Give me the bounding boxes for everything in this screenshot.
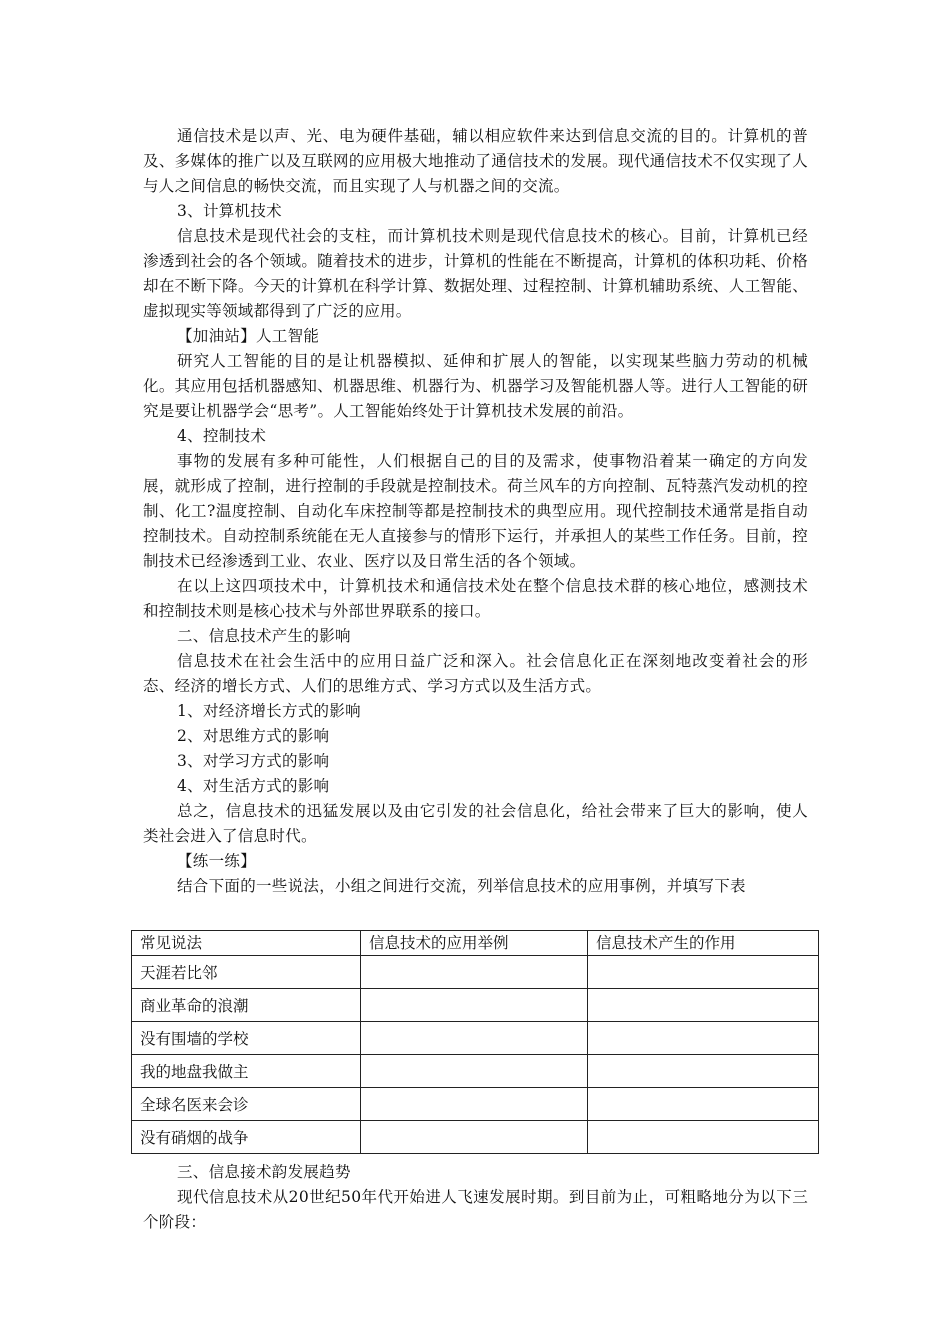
table-cell-saying: 全球名医来会诊 [132, 1088, 361, 1121]
table-cell-saying: 天涯若比邻 [132, 956, 361, 989]
paragraph-computer-tech: 信息技术是现代社会的支柱，而计算机技术则是现代信息技术的核心。目前，计算机已经渗透到社会的各个领域。随着技术的进步，计算机的性能在不断提高，计算机的体积功耗、价格却在不断下降。今天的计算机在科学计算、数据处理、过程控制、计算机辅助系统、人工智能、虚拟现实等领域都得到了广泛的应用。 [143, 227, 808, 320]
table-cell-effect[interactable] [588, 1022, 819, 1055]
paragraph-communication-tech: 通信技术是以声、光、电为硬件基础，辅以相应软件来达到信息交流的目的。计算机的普及、多媒体的推广以及互联网的应用极大地推动了通信技术的发展。现代通信技术不仅实现了人与人之间信息的畅快交流，而且实现了人与机器之间的交流。 [143, 127, 808, 195]
table-row [132, 1055, 819, 1088]
table-row [132, 1022, 819, 1055]
table-row [132, 989, 819, 1022]
list-item-learning: 3、对学习方式的影响 [177, 752, 330, 770]
heading-control-tech: 4、控制技术 [177, 427, 267, 445]
paragraph-ai: 研究人工智能的目的是让机器模拟、延伸和扩展人的智能，以实现某些脑力劳动的机械化。其应用包括机器感知、机器思维、机器行为、机器学习及智能机器人等。进行人工智能的研究是要让机器学会“思考”。人工智能始终处于计算机技术发展的前沿。 [143, 352, 808, 420]
table-cell-example[interactable] [361, 989, 588, 1022]
list-item-thinking: 2、对思维方式的影响 [177, 727, 330, 745]
practice-table [131, 930, 819, 1154]
document-page [140, 124, 808, 1235]
table-cell-effect[interactable] [588, 1121, 819, 1154]
table-cell-saying: 没有围墙的学校 [132, 1022, 361, 1055]
list-item-economy: 1、对经济增长方式的影响 [177, 702, 361, 720]
heading-influence: 二、信息技术产生的影响 [177, 627, 351, 645]
table-cell-example[interactable] [361, 1055, 588, 1088]
paragraph-four-techs: 在以上这四项技术中，计算机技术和通信技术处在整个信息技术群的核心地位，感测技术和控制技术则是核心技术与外部世界联系的接口。 [143, 577, 808, 620]
table-cell-effect[interactable] [588, 989, 819, 1022]
table-cell-example[interactable] [361, 1088, 588, 1121]
table-cell-saying: 没有硝烟的战争 [132, 1121, 361, 1154]
list-item-living: 4、对生活方式的影响 [177, 777, 330, 795]
table-row [132, 956, 819, 989]
paragraph-influence: 信息技术在社会生活中的应用日益广泛和深入。社会信息化正在深刻地改变着社会的形态、经济的增长方式、人们的思维方式、学习方式以及生活方式。 [143, 652, 808, 695]
heading-ai-box: 【加油站】人工智能 [177, 327, 320, 345]
table-cell-example[interactable] [361, 1022, 588, 1055]
paragraph-practice-instructions: 结合下面的一些说法，小组之间进行交流，列举信息技术的应用事例，并填写下表 [177, 877, 746, 895]
table-cell-effect[interactable] [588, 956, 819, 989]
table-row [132, 1088, 819, 1121]
table-cell-example[interactable] [361, 1121, 588, 1154]
paragraph-trends: 现代信息技术从20世纪50年代开始进人飞速发展时期。到目前为止，可粗略地分为以下三个阶段： [143, 1188, 808, 1231]
table-header-cell: 常见说法 [132, 931, 361, 956]
table-cell-effect[interactable] [588, 1055, 819, 1088]
paragraph-summary: 总之，信息技术的迅猛发展以及由它引发的社会信息化，给社会带来了巨大的影响，使人类社会进入了信息时代。 [143, 802, 808, 845]
table-cell-effect[interactable] [588, 1088, 819, 1121]
heading-computer-tech: 3、计算机技术 [177, 202, 282, 220]
table-header-cell: 信息技术的应用举例 [361, 931, 588, 956]
heading-practice: 【练一练】 [177, 852, 257, 870]
table-row [132, 1121, 819, 1154]
heading-trends: 三、信息接术韵发展趋势 [177, 1163, 351, 1181]
table-header-row [132, 931, 819, 956]
paragraph-control-tech: 事物的发展有多种可能性，人们根据自己的目的及需求，使事物沿着某一确定的方向发展，就形成了控制，进行控制的手段就是控制技术。荷兰风车的方向控制、瓦特蒸汽发动机的控制、化工?温度控制、自动化车床控制等都是控制技术的典型应用。现代控制技术通常是指自动控制技术。自动控制系统能在无人直接参与的情形下运行，并承担人的某些工作任务。目前，控制技术已经渗透到工业、农业、医疗以及日常生活的各个领域。 [143, 452, 808, 570]
table-cell-saying: 商业革命的浪潮 [132, 989, 361, 1022]
table-header-cell: 信息技术产生的作用 [588, 931, 819, 956]
table-cell-example[interactable] [361, 956, 588, 989]
table-cell-saying: 我的地盘我做主 [132, 1055, 361, 1088]
